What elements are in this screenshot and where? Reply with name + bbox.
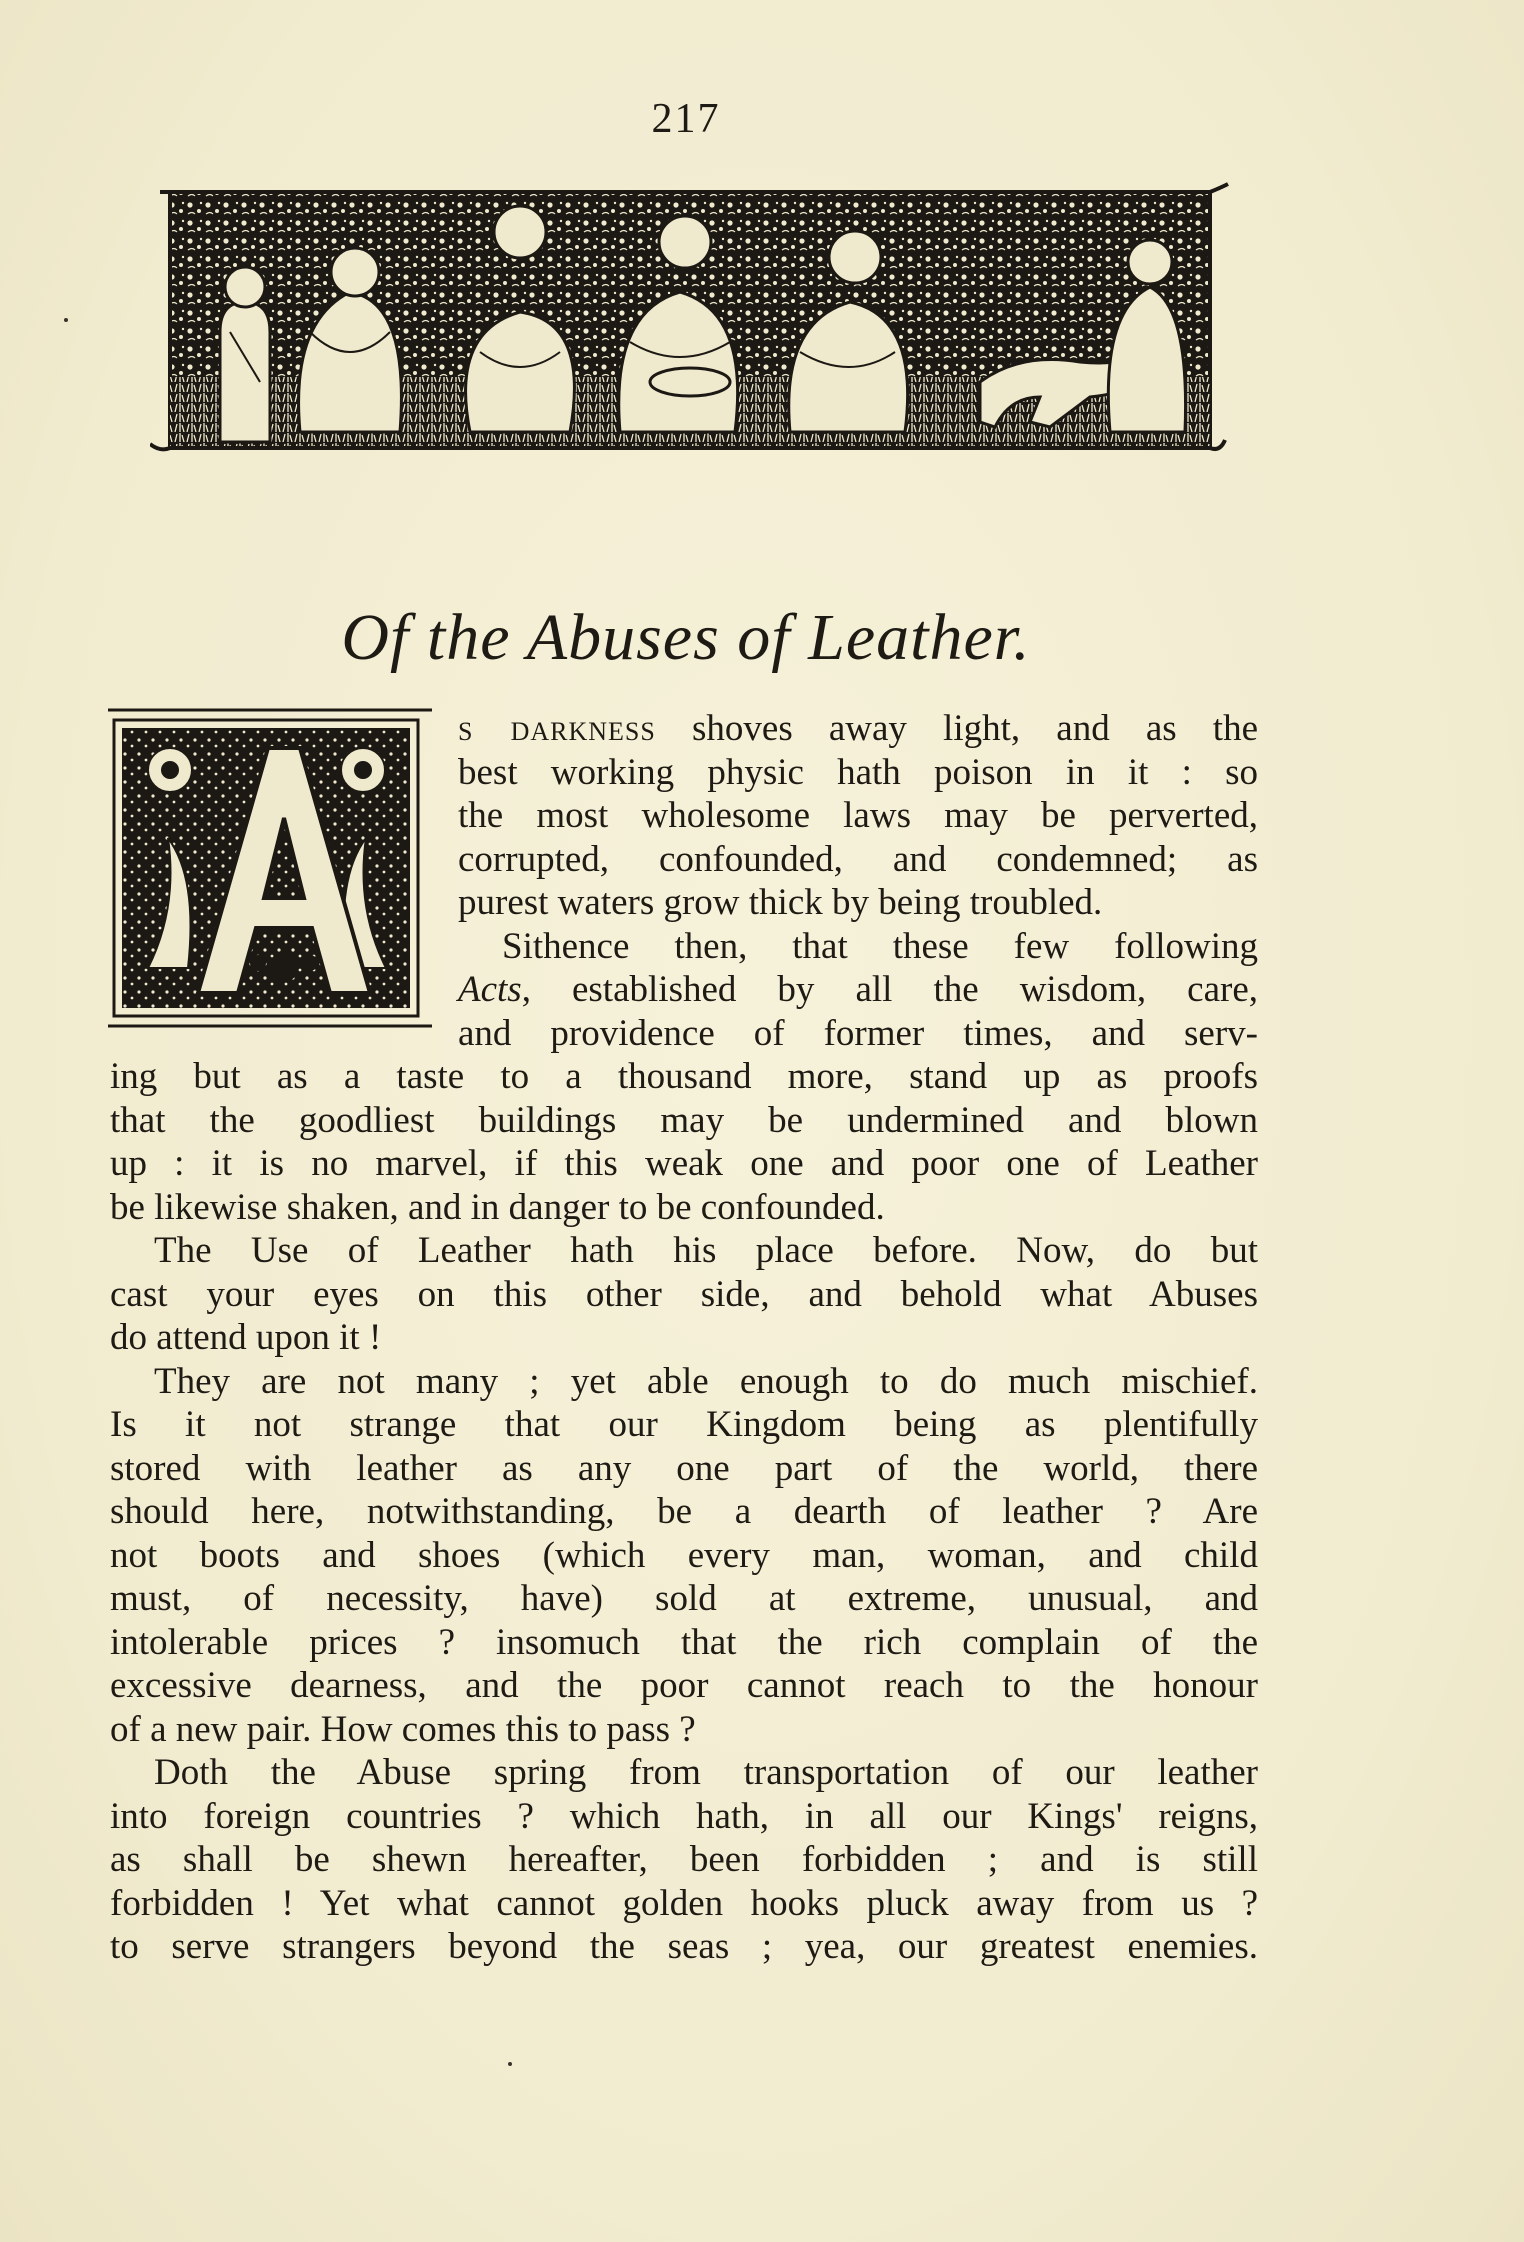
text-line: do attend upon it ! [110,1317,382,1358]
text-line: Acts, established by all the wisdom, care, [458,969,1258,1010]
text-line: that the goodliest buildings may be undermined and blown [110,1099,1258,1141]
text-line: be likewise shaken, and in danger to be confounded. [110,1186,885,1228]
text-line: not boots and shoes (which every man, woman, and child [110,1534,1258,1576]
body-text [110,1055,1258,1969]
paper-speck [508,2062,512,2066]
text-line: Is it not strange that our Kingdom being as plentifully [110,1404,1258,1445]
text-line: of a new pair. How comes this to pass ? [110,1708,696,1750]
text-line: stored with leather as any one part of the world, there [110,1447,1258,1489]
opening-paragraph-narrow [458,707,1258,1055]
text-line: s darkness shoves away light, and as the [458,708,1258,749]
text-line: purest waters grow thick by being troubled. [458,882,1103,923]
text-line: Doth the Abuse spring from transportation of our leather [154,1752,1258,1793]
text-line: to serve strangers beyond the seas ; yea, our greatest enemies. [110,1926,1258,1967]
text-line: They are not many ; yet able enough to do much mischief. [154,1360,1258,1402]
text-line: best working physic hath poison in it : so [458,751,1258,793]
decorated-initial-letter [108,708,432,1028]
text-line: cast your eyes on this other side, and behold what Abuses [110,1273,1258,1315]
text-line: up : it is no marvel, if this weak one and poor one of Leather [110,1143,1258,1184]
text-line: The Use of Leather hath his place before. Now, do but [154,1230,1258,1271]
text-line: corrupted, confounded, and condemned; as [458,838,1258,880]
italic-word: Acts [458,969,522,1010]
woodcut-headpiece-illustration [150,182,1230,462]
text-line: must, of necessity, have) sold at extreme, unusual, and [110,1578,1258,1619]
page-number: 217 [651,96,721,142]
text-line: ing but as a taste to a thousand more, stand up as proofs [110,1056,1258,1097]
text-line: should here, notwithstanding, be a dearth of leather ? Are [110,1491,1258,1532]
text-line: the most wholesome laws may be perverted, [458,795,1258,836]
text-line: as shall be shewn hereafter, been forbidden ; and is still [110,1839,1258,1880]
text-line: intolerable prices ? insomuch that the rich complain of the [110,1621,1258,1663]
text-line: excessive dearness, and the poor cannot reach to the honour [110,1665,1258,1706]
text-line: forbidden ! Yet what cannot golden hooks pluck away from us ? [110,1882,1258,1924]
text-line: into foreign countries ? which hath, in all our Kings' reigns, [110,1795,1258,1837]
text-line: and providence of former times, and serv- [458,1012,1258,1054]
chapter-title: Of the Abuses of Leather. [341,601,1031,674]
text-line: Sithence then, that these few following [502,925,1258,967]
paper-speck [64,318,68,322]
opening-words: s darkness [458,708,656,749]
